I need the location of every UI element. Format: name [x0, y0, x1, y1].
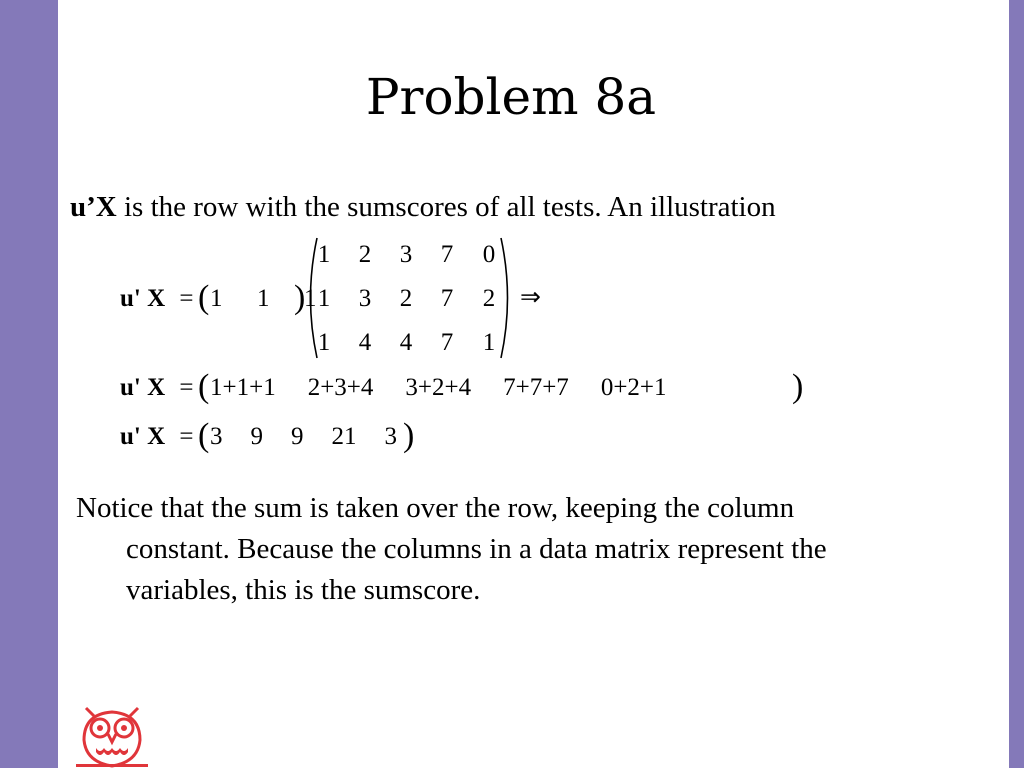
- matrix-cell: 0: [482, 241, 496, 268]
- eq1-X: X: [147, 285, 166, 312]
- eq2-close-paren: ): [792, 368, 804, 405]
- eq2-equals: =: [179, 374, 194, 401]
- eq3-row: [210, 422, 397, 452]
- matrix-cell: 4: [399, 329, 413, 356]
- eq2-term: 0+2+1: [600, 374, 667, 401]
- matrix-cell: 7: [440, 241, 454, 268]
- eq3-close-paren: ): [403, 417, 415, 454]
- matrix-cell: 2: [358, 241, 372, 268]
- eq3-value: 3: [384, 423, 397, 450]
- slide-title: Problem 8a: [365, 68, 657, 126]
- slide: [58, 0, 1009, 768]
- matrix-cell: 1: [317, 285, 331, 312]
- eq3-value: 9: [250, 423, 263, 450]
- notice-line-1: Notice that the sum is taken over the row, keeping the column: [76, 492, 795, 524]
- eq1-vector-open-paren: (: [198, 279, 210, 316]
- eq2-term: 2+3+4: [307, 374, 374, 401]
- matrix-cell: 7: [440, 329, 454, 356]
- eq3-value: 3: [210, 423, 223, 450]
- eq3-lhs: [120, 422, 194, 452]
- implies-symbol: ⇒: [520, 284, 541, 311]
- matrix-cell: 3: [399, 241, 413, 268]
- notice-paragraph: [76, 488, 986, 611]
- matrix-cell: 7: [440, 285, 454, 312]
- eq3-value: 21: [331, 423, 357, 450]
- eq2-lhs: [120, 373, 194, 403]
- eq3-u: u': [120, 423, 141, 450]
- eq1-lhs: [120, 284, 194, 314]
- eq2-open-paren: (: [198, 368, 210, 405]
- owl-logo-icon: [72, 700, 152, 768]
- intro-text: [70, 188, 970, 226]
- matrix-cell: 1: [317, 241, 331, 268]
- eq2-term: 7+7+7: [503, 374, 569, 401]
- eq3-open-paren: (: [198, 417, 210, 454]
- eq1-vec-2: 1: [257, 285, 270, 312]
- eq1-equals: =: [179, 285, 194, 312]
- eq1-u: u': [120, 285, 141, 312]
- eq3-equals: =: [179, 423, 194, 450]
- matrix-cell: 3: [358, 285, 372, 312]
- notice-line-2: constant. Because the columns in a data matrix represent the: [126, 533, 827, 565]
- matrix-cell: 1: [317, 329, 331, 356]
- notice-line-3: variables, this is the sumscore.: [126, 574, 481, 606]
- matrix-cell: 4: [358, 329, 372, 356]
- eq3-value: 9: [291, 423, 304, 450]
- eq2-term: 3+2+4: [405, 374, 472, 401]
- eq1-vec-1: 1: [210, 285, 223, 312]
- eq2-term: 1+1+1: [210, 374, 276, 401]
- eq3-X: X: [147, 423, 166, 450]
- intro-bold-term: u’X: [70, 191, 117, 223]
- eq2-X: X: [147, 374, 166, 401]
- eq1-vec-3: 1: [304, 285, 317, 312]
- eq1-vector-close-paren: ): [294, 279, 306, 316]
- intro-body: is the row with the sumscores of all tests. An illustration: [116, 191, 776, 223]
- matrix-cell: 1: [482, 329, 496, 356]
- eq2-row: [210, 373, 667, 403]
- eq2-u: u': [120, 374, 141, 401]
- matrix-cell: 2: [482, 285, 496, 312]
- matrix-cell: 2: [399, 285, 413, 312]
